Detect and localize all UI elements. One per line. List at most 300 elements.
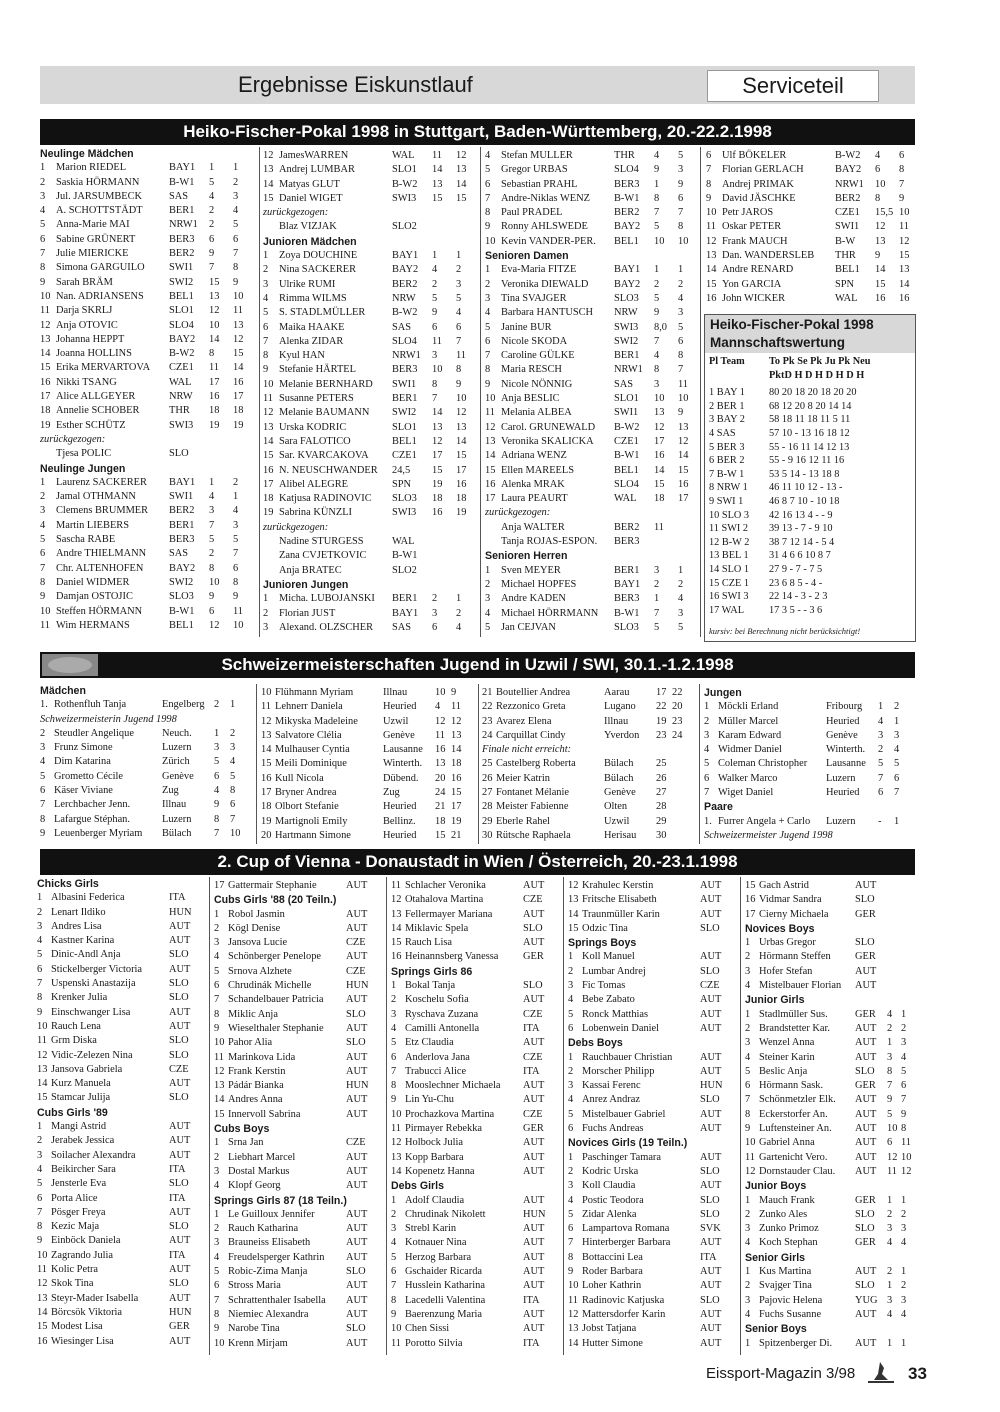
athlete-name: Zidar Alenka	[582, 1208, 637, 1220]
result-row	[261, 772, 465, 786]
score: 8	[887, 1065, 893, 1077]
score: 4	[214, 785, 220, 797]
placement: 4	[263, 292, 269, 304]
result-row	[391, 1279, 563, 1293]
placement: 3	[391, 1008, 397, 1020]
score: 7	[678, 364, 684, 376]
result-row	[214, 1136, 386, 1150]
score: 27	[656, 787, 667, 799]
team-name: 9 SWI 1	[709, 495, 744, 507]
result-row	[263, 535, 478, 549]
placement: 12	[214, 1065, 225, 1077]
result-row	[214, 922, 386, 936]
club-or-country: AUT	[346, 1065, 368, 1077]
club-or-country: CZE	[346, 1137, 366, 1149]
athlete-name: Stamcar Julija	[51, 1092, 111, 1104]
score: 4	[230, 756, 236, 768]
placement: 6	[40, 233, 46, 245]
score: 1	[887, 1337, 893, 1349]
placement: 4	[37, 935, 43, 947]
club-or-country: NRW1	[392, 350, 421, 362]
athlete-name: Sara FALOTICO	[279, 435, 351, 447]
page-title: Ergebnisse Eiskunstlauf	[238, 72, 473, 97]
placement: 15	[37, 1092, 48, 1104]
athlete-name: Jobst Tatjana	[582, 1323, 637, 1335]
athlete-name: Trabucci Alice	[405, 1065, 467, 1077]
placement: 1	[214, 1208, 220, 1220]
placement: 8	[485, 364, 491, 376]
placement: 9	[214, 1022, 220, 1034]
score: 28	[656, 801, 667, 813]
score: 3	[432, 607, 438, 619]
placement: 1	[485, 264, 491, 276]
skater-logo-icon	[866, 1360, 896, 1386]
athlete-name: Grometto Cécile	[54, 770, 123, 782]
club-or-country: SLO3	[614, 292, 639, 304]
club-or-country: Genève	[162, 770, 194, 782]
placement: 8	[706, 178, 712, 190]
placement: 5	[704, 758, 710, 770]
column-divider	[480, 147, 481, 637]
placement: 14	[37, 1078, 48, 1090]
result-row	[40, 304, 255, 318]
club-or-country: BAY1	[614, 264, 641, 276]
club-or-country: AUT	[346, 1108, 368, 1120]
score: 11	[432, 335, 443, 347]
score: 11	[233, 605, 244, 617]
score: 10	[901, 1151, 912, 1163]
athlete-name: Lacedelli Valentina	[405, 1294, 486, 1306]
club-or-country: THR	[614, 150, 635, 161]
athlete-name: Urbas Gregor	[759, 937, 816, 949]
placement: 4	[745, 1237, 751, 1249]
placement: 2	[263, 607, 269, 619]
placement: 15	[214, 1108, 225, 1120]
placement: 1	[568, 951, 574, 963]
placement: 11	[40, 305, 51, 317]
athlete-name: Stross Maria	[228, 1280, 281, 1292]
club-or-country: WAL	[835, 292, 858, 304]
score: 4	[432, 264, 438, 276]
score: 4	[887, 1008, 893, 1020]
athlete-name: Schönberger Penelope	[228, 951, 322, 963]
result-row	[568, 893, 740, 907]
result-row	[37, 1077, 209, 1091]
club-or-country: SLO4	[614, 164, 639, 176]
result-row	[704, 715, 908, 729]
club-or-country: BER1	[392, 393, 418, 405]
placement: 10	[37, 1249, 48, 1261]
result-row	[263, 464, 478, 478]
score: 5	[654, 292, 660, 304]
athlete-name: Innervoll Sabrina	[228, 1108, 301, 1120]
team-table-row	[709, 536, 870, 550]
placement: 10	[706, 207, 717, 219]
club-or-country: SAS	[169, 190, 189, 202]
score: 9	[678, 178, 684, 190]
results-column	[482, 686, 686, 843]
result-row	[40, 204, 255, 218]
club-or-country: ITA	[523, 1337, 540, 1349]
athlete-name: Jensterle Eva	[51, 1178, 107, 1190]
club-or-country: AUT	[169, 1006, 191, 1018]
athlete-name: Srna Jan	[228, 1137, 264, 1149]
placement: 5	[37, 949, 43, 961]
team-table-row	[709, 604, 870, 618]
placement: 1	[568, 1151, 574, 1163]
placement: 13	[568, 894, 579, 906]
score: 18	[456, 493, 467, 505]
club-or-country: AUT	[346, 1208, 368, 1220]
score: 7	[214, 827, 220, 839]
club-or-country: GER	[855, 1008, 876, 1020]
result-row	[261, 715, 465, 729]
club-or-country: AUT	[700, 1266, 722, 1278]
club-or-country: BEL1	[835, 264, 860, 276]
result-row	[40, 161, 255, 175]
team-table-row	[709, 468, 870, 482]
result-row	[263, 321, 478, 335]
club-or-country: THR	[169, 405, 190, 417]
score: 13	[209, 290, 220, 302]
result-row	[37, 1034, 209, 1048]
placement: 11	[391, 1123, 402, 1135]
athlete-name: Janine BUR	[501, 321, 552, 333]
result-row	[214, 1337, 386, 1351]
club-or-country: AUT	[169, 1235, 191, 1247]
club-or-country: SLO	[700, 1294, 720, 1306]
athlete-name: Dan. WANDERSLEB	[722, 250, 815, 262]
club-or-country: BER1	[614, 564, 640, 576]
result-row	[706, 249, 921, 263]
placement: 8	[485, 207, 491, 219]
score: 11	[901, 1137, 912, 1149]
club-or-country: SLO	[346, 1008, 366, 1020]
placement: 1	[214, 908, 220, 920]
score: 9	[678, 407, 684, 419]
placement: 2	[485, 278, 491, 290]
athlete-name: Beikircher Sara	[51, 1163, 116, 1175]
club-or-country: SLO	[169, 1092, 189, 1104]
athlete-name: Andre KADEN	[501, 593, 566, 605]
category-heading: Chicks Girls	[37, 878, 99, 890]
score: 6	[233, 562, 239, 574]
athlete-name: Mauch Frank	[759, 1194, 815, 1206]
placement: 17	[40, 391, 51, 403]
placement: 3	[485, 593, 491, 605]
team-standings-title	[705, 315, 915, 353]
placement: 10	[263, 378, 274, 390]
placement: 8	[391, 1294, 397, 1306]
club-or-country: BER2	[835, 192, 861, 204]
column-divider	[209, 877, 210, 1355]
club-or-country: AUT	[855, 1051, 877, 1063]
result-row	[263, 392, 478, 406]
score: 19	[209, 419, 220, 431]
athlete-name: Kull Nicola	[275, 772, 324, 784]
athlete-name: Jamal OTHMANN	[56, 491, 136, 503]
result-row	[37, 1049, 209, 1063]
page-header	[40, 66, 915, 104]
club-or-country: SWI1	[392, 378, 417, 390]
athlete-name: Michael HÖRRMANN	[501, 607, 599, 619]
result-row	[704, 729, 908, 743]
result-row	[568, 1265, 740, 1279]
result-row	[482, 786, 686, 800]
placement: 9	[706, 192, 712, 204]
athlete-name: Barbara HANTUSCH	[501, 307, 594, 319]
placement: 29	[482, 815, 493, 827]
score: 1	[233, 491, 239, 503]
team-points: 57 10 - 13 16 18 12	[769, 427, 850, 439]
club-or-country: CZE	[523, 1008, 543, 1020]
athlete-name: Miklic Anja	[228, 1008, 278, 1020]
result-row	[37, 1091, 209, 1105]
result-row	[263, 220, 478, 234]
result-row	[568, 1236, 740, 1250]
club-or-country: AUT	[169, 963, 191, 975]
result-row	[706, 192, 921, 206]
athlete-name: Klopf Georg	[228, 1180, 281, 1192]
score: 5	[654, 621, 660, 633]
athlete-name: Boutellier Andrea	[496, 687, 571, 698]
club-or-country: AUT	[346, 880, 368, 891]
score: 4	[654, 150, 660, 161]
result-row	[745, 1208, 915, 1222]
athlete-name: Kopp Barbara	[405, 1151, 464, 1163]
placement: 9	[485, 221, 491, 233]
team-points: 58 18 11 18 11 5 11	[769, 414, 851, 426]
placement: 5	[485, 321, 491, 333]
placement: 12	[391, 1137, 402, 1149]
athlete-name: Veronika SKALICKA	[501, 435, 594, 447]
score: 15	[654, 478, 665, 490]
score: 3	[456, 278, 462, 290]
athlete-name: Rimma WILMS	[279, 292, 347, 304]
score: 4	[887, 1237, 893, 1249]
placement: 9	[37, 1235, 43, 1247]
athlete-name: Lin Yu-Chu	[405, 1094, 454, 1106]
athlete-name: Micha. LUBOJANSKI	[279, 593, 375, 605]
result-row	[263, 278, 478, 292]
score: 12	[456, 407, 467, 419]
placement: 2	[745, 1022, 751, 1034]
score: 9	[451, 687, 457, 698]
placement: 12	[37, 1049, 48, 1061]
score: 2	[456, 264, 462, 276]
score: 9	[875, 250, 881, 262]
team-points: 46 8 7 10 - 10 18	[769, 495, 840, 507]
club-or-country: CZE1	[835, 207, 860, 219]
result-row	[706, 278, 921, 292]
result-row	[482, 757, 686, 771]
club-or-country: Lausanne	[826, 758, 866, 770]
score: 7	[654, 607, 660, 619]
result-row	[745, 1065, 915, 1079]
placement: 4	[485, 150, 491, 161]
placement: 18	[40, 405, 51, 417]
athlete-name: Hörmann Steffen	[759, 951, 831, 963]
result-row	[40, 376, 255, 390]
score: 8	[678, 221, 684, 233]
club-or-country: Fribourg	[826, 701, 863, 713]
club-or-country: AUT	[169, 935, 191, 947]
club-or-country: SLO	[700, 922, 720, 934]
placement: 2	[37, 906, 43, 918]
result-row	[37, 906, 209, 920]
result-row	[214, 1222, 386, 1236]
note: zurückgezogen:	[263, 207, 329, 219]
placement: 11	[706, 221, 717, 233]
club-or-country: AUT	[523, 1165, 545, 1177]
athlete-name: Lerchbacher Jenn.	[54, 799, 131, 811]
club-or-country: AUT	[855, 1022, 877, 1034]
result-row	[40, 741, 244, 755]
score: 1	[901, 1194, 907, 1206]
result-row	[37, 1006, 209, 1020]
score	[432, 220, 456, 234]
placement: 12	[745, 1165, 756, 1177]
club-or-country: NRW1	[835, 178, 864, 190]
score: 14	[456, 178, 467, 190]
placement: 13	[37, 1063, 48, 1075]
score: 13	[654, 407, 665, 419]
placement: 3	[40, 190, 46, 202]
result-row	[37, 1335, 209, 1349]
club-or-country: SAS	[614, 378, 634, 390]
athlete-name: Walker Marco	[718, 772, 778, 784]
result-row	[40, 233, 255, 247]
placement: 3	[568, 1080, 574, 1092]
result-row	[214, 908, 386, 922]
result-row	[263, 192, 478, 206]
result-row	[745, 1337, 915, 1351]
athlete-name: Niemiec Alexandra	[228, 1308, 309, 1320]
club-or-country: ITA	[523, 1022, 540, 1034]
placement: 2	[745, 951, 751, 963]
athlete-name: Kopenetz Hanna	[405, 1165, 475, 1177]
score: 1	[456, 593, 462, 605]
score: 5	[654, 221, 660, 233]
club-or-country: AUT	[855, 980, 877, 992]
score: 1	[678, 264, 684, 276]
score: 10	[899, 207, 910, 219]
club-or-country: NRW	[169, 391, 193, 403]
club-or-country: ITA	[523, 1065, 540, 1077]
score	[672, 829, 686, 843]
score: 14	[451, 744, 462, 756]
club-or-country: BAY2	[835, 164, 862, 176]
team-name: 3 BAY 2	[709, 414, 745, 426]
athlete-name: Meili Dominique	[275, 758, 347, 770]
placement: 17	[485, 493, 496, 505]
club-or-country: SLO3	[169, 591, 194, 603]
score: 14	[654, 464, 665, 476]
club-or-country: BAY2	[614, 221, 641, 233]
score: 6	[456, 321, 462, 333]
score: 19	[432, 478, 443, 490]
placement: 1	[745, 1194, 751, 1206]
score: -	[878, 815, 882, 827]
score: 6	[678, 335, 684, 347]
score: 10	[230, 827, 241, 839]
athlete-name: Pádár Bianka	[228, 1080, 284, 1092]
club-or-country: BAY1	[614, 578, 641, 590]
club-or-country: SWI3	[392, 192, 417, 204]
result-row	[568, 1151, 740, 1165]
result-row	[214, 965, 386, 979]
score: 5	[894, 758, 900, 770]
athlete-name: Bottaccini Lea	[582, 1251, 643, 1263]
club-or-country: AUT	[700, 994, 722, 1006]
club-or-country: Genève	[604, 787, 636, 799]
score: 3	[233, 190, 239, 202]
club-or-country: SLO	[169, 1178, 189, 1190]
score: 13	[432, 178, 443, 190]
score: 8	[901, 1123, 907, 1135]
athlete-name: Vidmar Sandra	[759, 894, 822, 906]
placement: 4	[40, 756, 46, 768]
score: 1	[456, 250, 462, 262]
team-name: 11 SWI 2	[709, 523, 749, 535]
athlete-name: Beslic Anja	[759, 1065, 808, 1077]
club-or-country: SWI2	[392, 407, 417, 419]
score: 11	[435, 729, 446, 741]
score: 18	[451, 758, 462, 770]
score: 5	[878, 758, 884, 770]
placement: 3	[704, 729, 710, 741]
result-row	[391, 950, 563, 964]
athlete-name: Zana CVJETKOVIC	[279, 550, 367, 562]
score: 10	[233, 290, 244, 302]
athlete-name: Florian JUST	[279, 607, 336, 619]
score: 30	[656, 829, 667, 841]
athlete-name: Modest Lisa	[51, 1321, 103, 1333]
club-or-country: Zug	[162, 785, 179, 797]
club-or-country: BER1	[169, 519, 195, 531]
athlete-name: Leuenberger Myriam	[54, 827, 143, 839]
athlete-name: Steiner Karin	[759, 1051, 815, 1063]
result-row	[568, 1008, 740, 1022]
score: 5	[678, 321, 684, 333]
placement: 17	[745, 908, 756, 920]
section-label: Serviceteil	[707, 70, 879, 102]
placement: 2	[214, 1223, 220, 1235]
placement: 9	[745, 1123, 751, 1135]
athlete-name: Furrer Angela + Carlo	[718, 815, 811, 827]
score: 8	[230, 785, 236, 797]
club-or-country: BEL1	[169, 619, 194, 631]
score: 11	[678, 378, 689, 390]
score: 3	[901, 1294, 907, 1306]
placement: 11	[568, 1294, 579, 1306]
club-or-country: SLO2	[392, 221, 417, 233]
result-row	[263, 406, 478, 420]
athlete-name: Dinic-Andl Anja	[51, 949, 121, 961]
result-row	[263, 549, 478, 563]
score: 5	[678, 150, 684, 161]
result-row	[40, 562, 255, 576]
result-row	[745, 1279, 915, 1293]
team-table-row	[709, 563, 870, 577]
result-row	[391, 1008, 563, 1022]
result-row	[214, 1036, 386, 1050]
athlete-name: Camilli Antonella	[405, 1022, 480, 1034]
athlete-name: Marion RIEDEL	[56, 162, 127, 174]
category-heading: Junioren Jungen	[263, 578, 349, 591]
club-or-country: SLO	[700, 1165, 720, 1177]
placement: 14	[214, 1094, 225, 1106]
